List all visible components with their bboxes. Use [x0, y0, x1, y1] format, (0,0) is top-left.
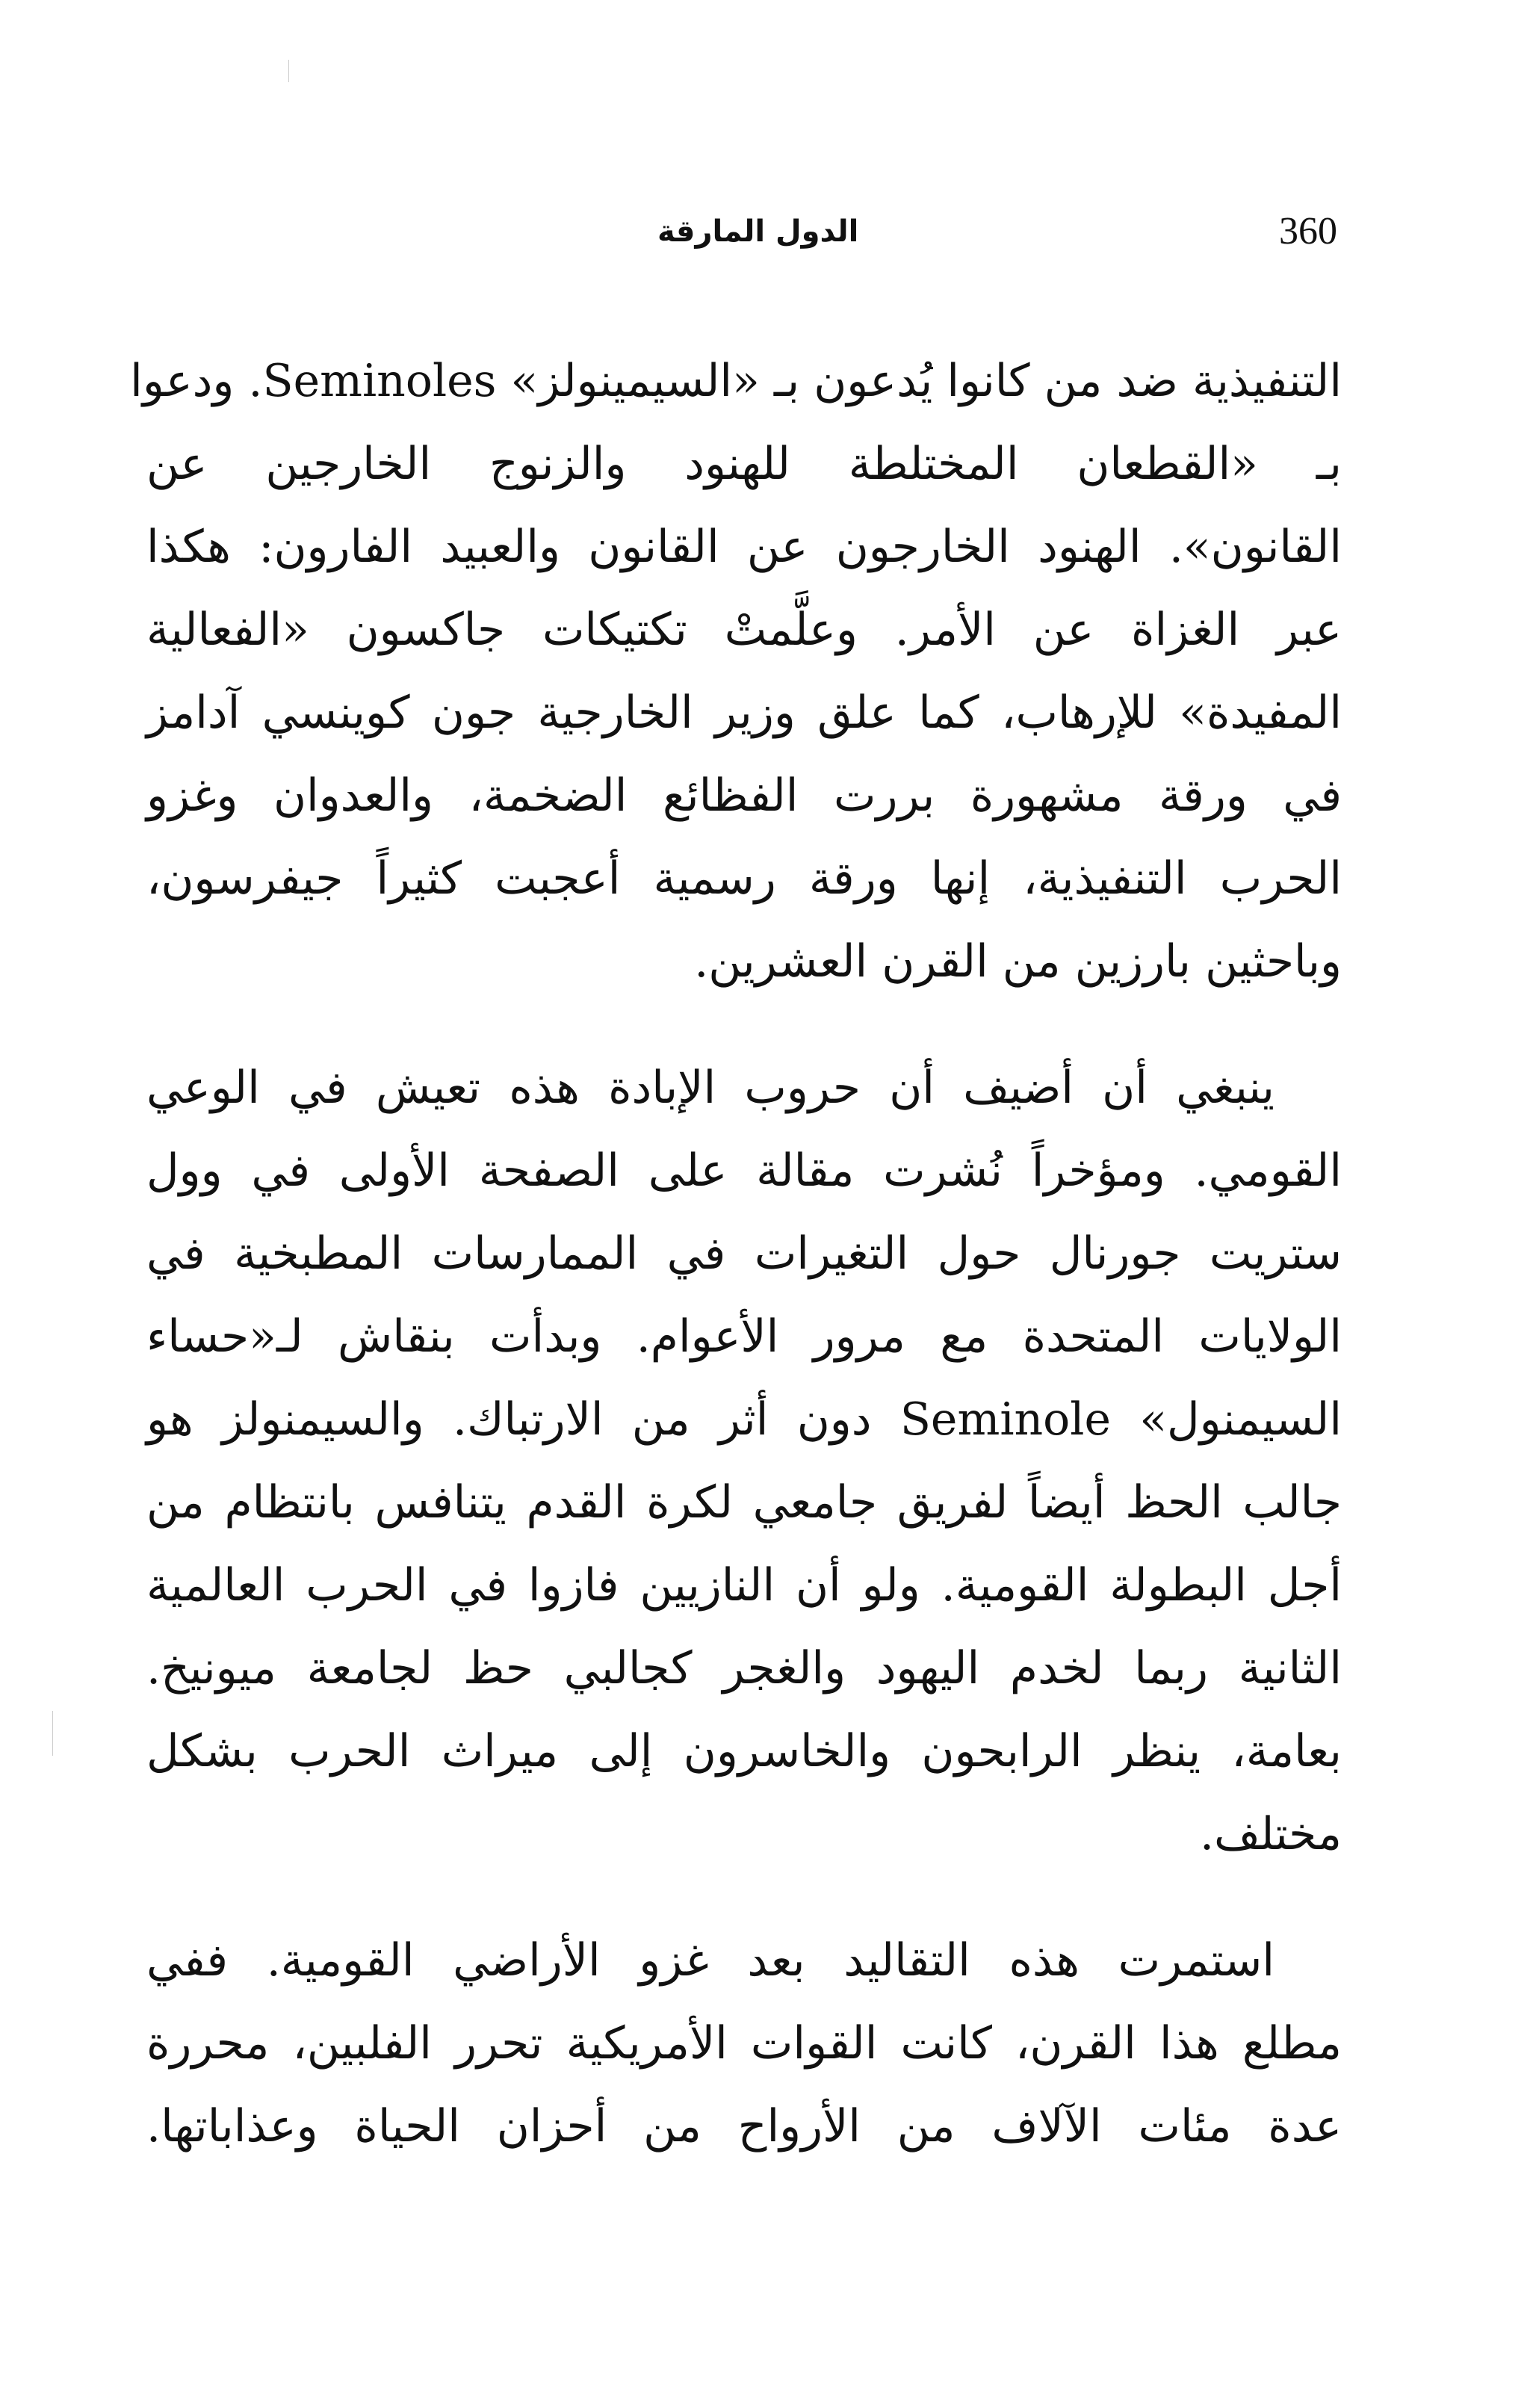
paragraph-1 — [130, 340, 1342, 1003]
text-line: استمرت هذه التقاليد بعد غزو الأراضي القومية. ففي — [146, 1934, 1275, 1987]
text-line: ستريت جورنال حول التغيرات في الممارسات المطبخية في — [146, 1228, 1342, 1280]
paragraph-2 — [146, 1047, 1342, 1876]
text-line: وباحثين بارزين من القرن العشرين. — [694, 935, 1342, 988]
body-text — [130, 340, 1342, 2168]
text-line: أجل البطولة القومية. ولو أن النازيين فازوا في الحرب العالمية — [146, 1559, 1342, 1612]
text-line: مطلع هذا القرن، كانت القوات الأمريكية تحرر الفلبين، محررة — [146, 2017, 1342, 2070]
scan-margin-mark — [52, 1711, 53, 1756]
paragraph-spacer — [146, 1003, 1342, 1047]
text-line: القانون». الهنود الخارجون عن القانون والعبيد الفارون: هكذا — [146, 521, 1342, 573]
text-line: بعامة، ينظر الرابحون والخاسرون إلى ميراث الحرب بشكل — [146, 1725, 1342, 1777]
text-line: الثانية ربما لخدم اليهود والغجر كجالبي حظ لجامعة ميونيخ. — [146, 1642, 1342, 1694]
paragraph-3 — [146, 1919, 1342, 2168]
text-line: التنفيذية ضد من كانوا يُدعون بـ «السيمينولز» Seminoles. ودعوا — [130, 355, 1342, 407]
text-line: بـ «القطعان المختلطة للهنود والزنوج الخارجين عن — [146, 438, 1342, 490]
text-line: الحرب التنفيذية، إنها ورقة رسمية أعجبت كثيراً جيفرسون، — [146, 852, 1342, 905]
running-header-title: الدول المارقة — [657, 214, 859, 249]
text-line: عبر الغزاة عن الأمر. وعلَّمتْ تكتيكات جاكسون «الفعالية — [146, 604, 1342, 656]
text-line: ينبغي أن أضيف أن حروب الإبادة هذه تعيش في الوعي — [146, 1062, 1275, 1114]
scan-margin-mark — [288, 60, 289, 82]
text-line: المفيدة» للإرهاب، كما علق وزير الخارجية جون كوينسي آدامز — [146, 687, 1342, 739]
page-number: 360 — [1279, 210, 1337, 253]
text-line: السيمنول» Seminole دون أثر من الارتباك. والسيمنولز هو — [146, 1393, 1342, 1446]
text-line: مختلف. — [1199, 1808, 1342, 1860]
text-line: في ورقة مشهورة بررت الفظائع الضخمة، والعدوان وغزو — [146, 770, 1342, 822]
text-line: الولايات المتحدة مع مرور الأعوام. وبدأت بنقاش لـ«حساء — [146, 1310, 1342, 1363]
paragraph-spacer — [146, 1876, 1342, 1919]
text-line: عدة مئات الآلاف من الأرواح من أحزان الحياة وعذاباتها. — [146, 2100, 1342, 2152]
text-line: القومي. ومؤخراً نُشرت مقالة على الصفحة الأولى في وول — [146, 1145, 1342, 1197]
running-header — [172, 202, 1337, 261]
text-line: جالب الحظ أيضاً لفريق جامعي لكرة القدم يتنافس بانتظام من — [146, 1476, 1342, 1529]
